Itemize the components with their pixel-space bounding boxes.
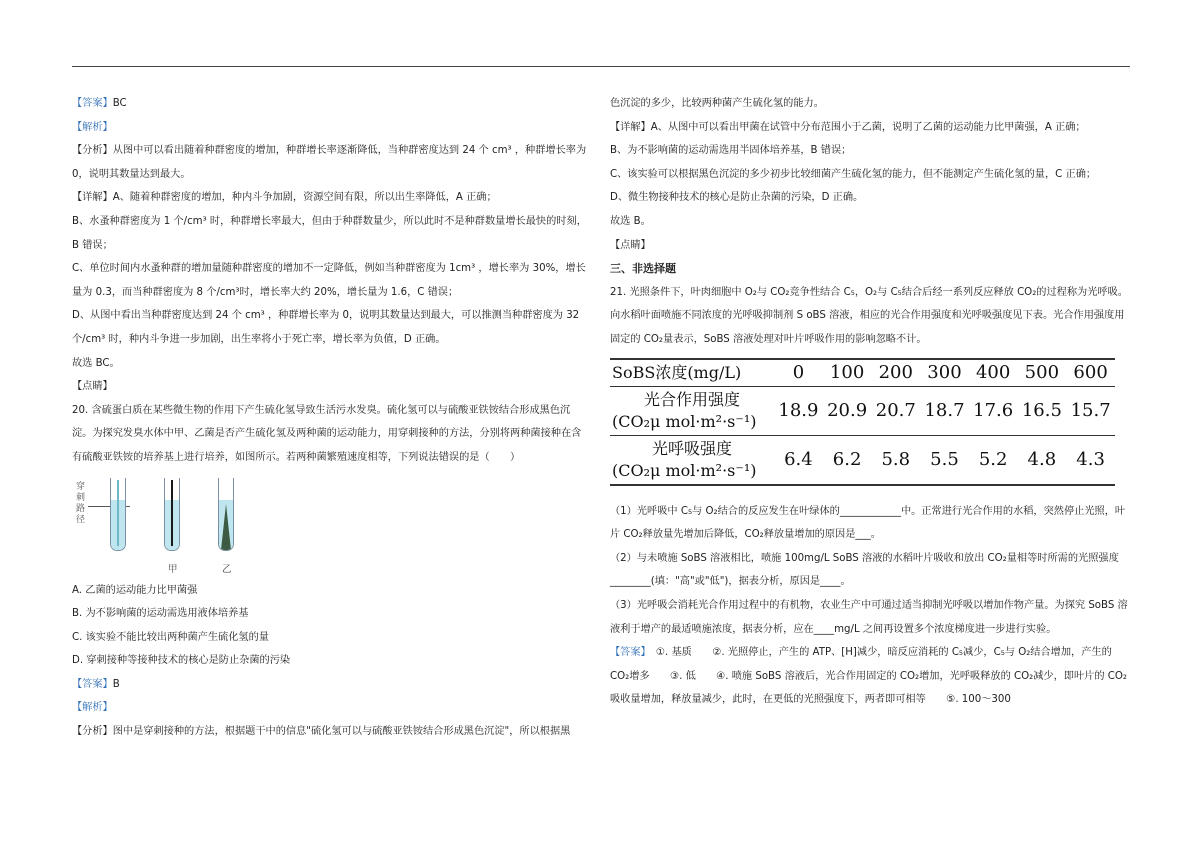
table-cell: 300: [920, 359, 969, 387]
comment-tag-2: 【点睛】: [610, 239, 651, 251]
option-c: C. 该实验不能比较出两种菌产生硫化氢的量: [72, 631, 269, 643]
table-cell: 6.2: [823, 435, 872, 485]
tube-jia: [164, 478, 180, 551]
question-21: 21. 光照条件下，叶肉细胞中 O₂与 CO₂竞争性结合 C₅，O₂与 C₅结合后经一系列反应释放 CO₂的过程称为光呼吸。向水稻叶面喷施不同浓度的光呼吸抑制剂 S oBS 溶液，相应的光合作用强度和光呼吸强度见下表。光合作用强度用固定的 CO₂量表示，SoBS 溶液处理对叶片呼吸作用的影响忽略不计。: [610, 286, 1128, 345]
answer-block-3: [610, 641, 1130, 712]
answer-line: [72, 92, 590, 116]
header-photorespiration: [610, 435, 774, 485]
analysis-tag-2: 【解析】: [72, 702, 113, 714]
table-cell: 17.6: [969, 386, 1018, 435]
detail-2a: 【详解】A、从图中可以看出甲菌在试管中分布范围小于乙菌，说明了乙菌的运动能力比甲菌强，A 正确；: [610, 121, 1086, 133]
right-column: [610, 92, 1130, 712]
table-cell: 100: [823, 359, 872, 387]
analysis-tag: 【解析】: [72, 121, 113, 133]
answer-value: BC: [112, 98, 127, 109]
path-label: 穿刺路径: [76, 481, 86, 525]
table-cell: 5.8: [871, 435, 920, 485]
table-cell: 600: [1066, 359, 1115, 387]
path-line: [117, 480, 119, 546]
left-column: [72, 92, 590, 744]
table-row-concentration: [610, 359, 1115, 387]
header-label: 光呼吸强度: [652, 438, 733, 458]
sub-question-3: （3）光呼吸会消耗光合作用过程中的有机物，农业生产中可通过适当抑制光呼吸以增加作物产量。为探究 SoBS 溶液利于增产的最适喷施浓度，据表分析，应在____mg/L 之间再设置多个浓度梯度进一步进行实验。: [610, 599, 1128, 635]
answer-line-2: [72, 673, 590, 697]
table-cell: 5.2: [969, 435, 1018, 485]
detail-2d: D、微生物接种技术的核心是防止杂菌的污染，D 正确。: [610, 192, 864, 204]
tube-jia-label: 甲: [168, 563, 178, 575]
header-unit: (CO₂μ mol·m²·s⁻¹): [612, 460, 757, 480]
question-20: 20. 含硫蛋白质在某些微生物的作用下产生硫化氢导致生活污水发臭。硫化氢可以与硫酸亚铁铵结合形成黑色沉淀。为探究发臭水体中甲、乙菌是否产生硫化氢及两种菌的运动能力，用穿刺接种的方法，分别将两种菌接种在含有硫酸亚铁铵的培养基上进行培养，如图所示。若两种菌繁殖速度相等，下列说法错误的是（ ）: [72, 404, 582, 463]
header-concentration: SoBS浓度(mg/L): [610, 359, 774, 387]
detail-a: 【详解】A、随着种群密度的增加，种内斗争加剧，资源空间有限，所以出生率降低，A 正确；: [72, 192, 497, 204]
table-cell: 0: [774, 359, 823, 387]
section-heading: 三、非选择题: [610, 262, 676, 276]
table-cell: 18.9: [774, 386, 823, 435]
table-cell: 6.4: [774, 435, 823, 485]
detail-c: C、单位时间内水蚤种群的增加量随种群密度的增加不一定降低，例如当种群密度为 1cm³ ，增长率为 30%，增长量为 0.3，而当种群密度为 8 个/cm³时，增长率大约 20%，增长量为 1.6，C 错误；: [72, 263, 586, 298]
analysis-text: 【分析】从图中可以看出随着种群密度的增加，种群增长率逐渐降低，当种群密度达到 24 个 cm³ ，种群增长率为 0，说明其数量达到最大。: [72, 145, 587, 180]
detail-d: D、从图中看出当种群密度达到 24 个 cm³ ，种群增长率为 0，说明其数量达到最大，可以推测当种群密度为 32 个/cm³ 时，种内斗争进一步加剧，出生率将小于死亡率，增长率为负值，D 正确。: [72, 310, 580, 345]
option-a: A. 乙菌的运动能力比甲菌强: [72, 584, 198, 596]
growth-line: [171, 480, 173, 546]
table-cell: 15.7: [1066, 386, 1115, 435]
table-row-photorespiration: [610, 435, 1115, 485]
sub-question-2: （2）与未喷施 SoBS 溶液相比，喷施 100mg/L SoBS 溶液的水稻叶片吸收和放出 CO₂量相等时所需的光照强度________(填："高"或"低")，据表分析，原因是____。: [610, 552, 1119, 588]
answer-value: B: [112, 678, 120, 690]
table-cell: 200: [871, 359, 920, 387]
answer-tag: 【答案】: [610, 647, 646, 659]
option-b: B. 为不影响菌的运动需选用液体培养基: [72, 608, 249, 620]
table-cell: 5.5: [920, 435, 969, 485]
table-cell: 16.5: [1018, 386, 1067, 435]
answer-tag: 【答案】: [72, 98, 113, 109]
choice-summary-2: 故选 B。: [610, 215, 651, 227]
table-cell: 500: [1018, 359, 1067, 387]
table-cell: 4.3: [1066, 435, 1115, 485]
header-unit: (CO₂μ mol·m²·s⁻¹): [612, 411, 757, 431]
option-d: D. 穿刺接种等接种技术的核心是防止杂菌的污染: [72, 655, 291, 667]
reference-tube: [110, 478, 126, 551]
header-label: 光合作用强度: [644, 389, 741, 409]
detail-2b: B、为不影响菌的运动需选用半固体培养基，B 错误；: [610, 145, 852, 157]
table-row-photosynthesis: [610, 386, 1115, 435]
header-rule: [72, 66, 1130, 67]
table-cell: 400: [969, 359, 1018, 387]
analysis-text-2: 【分析】图中是穿刺接种的方法，根据题干中的信息"硫化氢可以与硫酸亚铁铵结合形成黑色沉淀"，所以根据黑: [72, 726, 571, 738]
tube-yi-label: 乙: [222, 563, 232, 575]
table-cell: 4.8: [1018, 435, 1067, 485]
answer-text: ①. 基质 ②. 光照停止，产生的 ATP、[H]减少，暗反应消耗的 C₅减少，C₅与 O₂结合增加，产生的 CO₂增多 ③. 低 ④. 喷施 SoBS 溶液后，光合作用固定的 CO₂增加，光呼吸释放的 CO₂减少，即叶片的 CO₂吸收量增加，释放量减少，此时，在更低的光照强度下，两者即可相等 ⑤. 100～300: [610, 647, 1127, 706]
table-cell: 20.9: [823, 386, 872, 435]
choice-summary: 故选 BC。: [72, 357, 120, 369]
tube-yi: [218, 478, 234, 551]
header-photosynthesis: [610, 386, 774, 435]
detail-b: B、水蚤种群密度为 1 个/cm³ 时，种群增长率最大，但由于种群数量少，所以此时不是种群数量增长最快的时刻，B 错误；: [72, 215, 587, 251]
table-cell: 20.7: [871, 386, 920, 435]
continued-text: 色沉淀的多少，比较两种菌产生硫化氢的能力。: [610, 98, 824, 109]
answer-tag: 【答案】: [72, 678, 113, 690]
sub-question-1: （1）光呼吸中 C₅与 O₂结合的反应发生在叶绿体的____________中。正常进行光合作用的水稻，突然停止光照，叶片 CO₂释放量先增加后降低，CO₂释放量增加的原因是___。: [610, 505, 1126, 541]
detail-2c: C、该实验可以根据黑色沉淀的多少初步比较细菌产生硫化氢的能力，但不能测定产生硫化氢的量，C 正确；: [610, 168, 1097, 180]
growth-cone: [221, 504, 231, 550]
table-cell: 18.7: [920, 386, 969, 435]
sobs-data-table: [610, 358, 1115, 486]
tube-figure: [72, 472, 590, 577]
comment-tag: 【点睛】: [72, 381, 113, 393]
